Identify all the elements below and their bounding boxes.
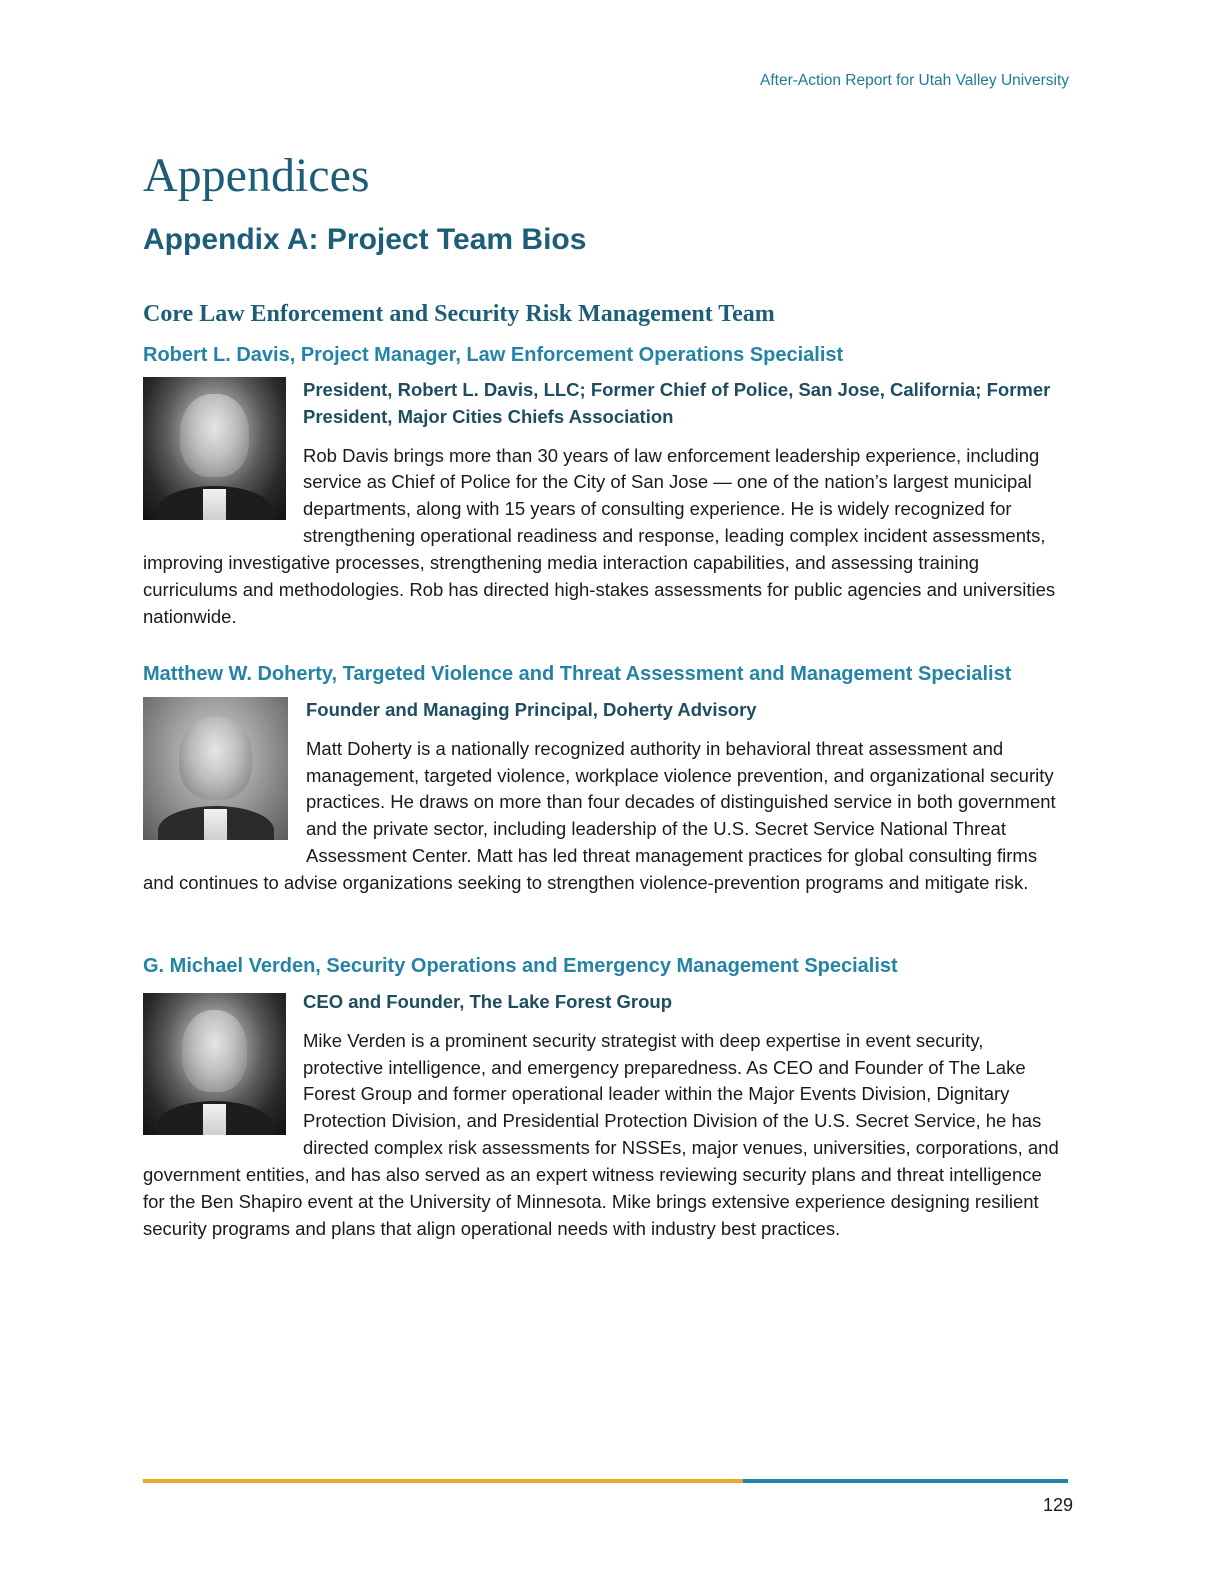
bio-heading: Matthew W. Doherty, Targeted Violence and Threat Assessment and Management Specialist bbox=[143, 663, 1012, 685]
bio-michael-verden bbox=[143, 953, 1068, 1242]
bio-position: Founder and Managing Principal, Doherty Advisory bbox=[306, 699, 757, 720]
bio-text: Rob Davis brings more than 30 years of law enforcement leadership experience, including service as Chief of Police for the City of San Jose — one of the nation’s largest municipal departments, along with 15 years of consulting experience. He is widely recognized for strengthening operational readiness and response, leading complex incident assessments, improving investigative processes, strengthening media interaction capabilities, and assessing training curriculums and methodologies. Rob has directed high-stakes assessments for public agencies and universities nationwide. bbox=[143, 444, 1056, 627]
bio-position: President, Robert L. Davis, LLC; Former Chief of Police, San Jose, California; Former President, Major Cities Chiefs Association bbox=[303, 379, 1051, 427]
bio-position: CEO and Founder, The Lake Forest Group bbox=[303, 991, 673, 1012]
headshot-photo bbox=[143, 993, 286, 1135]
page-number: 129 bbox=[1042, 1495, 1073, 1515]
footer-divider-teal bbox=[743, 1479, 1068, 1483]
team-title: Core Law Enforcement and Security Risk Management Team bbox=[143, 301, 775, 327]
footer-divider-gold bbox=[143, 1479, 743, 1483]
bio-robert-davis bbox=[143, 342, 1068, 630]
bio-matthew-doherty bbox=[143, 661, 1068, 897]
page-title: Appendices bbox=[143, 149, 370, 202]
bio-text: Mike Verden is a prominent security strategist with deep expertise in event security, protective intelligence, and emergency preparedness. As CEO and Founder of The Lake Forest Group and former operational leader within the Major Events Division, Dignitary Protection Division, and Presidential Protection Division of the U.S. Secret Service, he has directed complex risk assessments for NSSEs, major venues, universities, corporations, and government entities, and has also served as an expert witness reviewing security plans and threat intelligence for the Ben Shapiro event at the University of Minnesota. Mike brings extensive experience designing resilient security programs and plans that align operational needs with industry best practices. bbox=[143, 1029, 1059, 1239]
headshot-photo bbox=[143, 697, 288, 840]
bio-heading: Robert L. Davis, Project Manager, Law Enforcement Operations Specialist bbox=[143, 344, 844, 366]
bio-heading: G. Michael Verden, Security Operations and Emergency Management Specialist bbox=[143, 955, 898, 977]
running-header: After-Action Report for Utah Valley University bbox=[760, 72, 1069, 89]
bio-text: Matt Doherty is a nationally recognized authority in behavioral threat assessment and management, targeted violence, workplace violence prevention, and organizational security practices. He draws on more than four decades of distinguished service in both government and the private sector, including leadership of the U.S. Secret Service National Threat Assessment Center. Matt has led threat management practices for global consulting firms and continues to advise organizations seeking to strengthen violence-prevention programs and mitigate risk. bbox=[143, 737, 1056, 893]
appendix-title: Appendix A: Project Team Bios bbox=[143, 223, 587, 256]
footer-divider bbox=[143, 1479, 1068, 1483]
headshot-photo bbox=[143, 377, 286, 520]
